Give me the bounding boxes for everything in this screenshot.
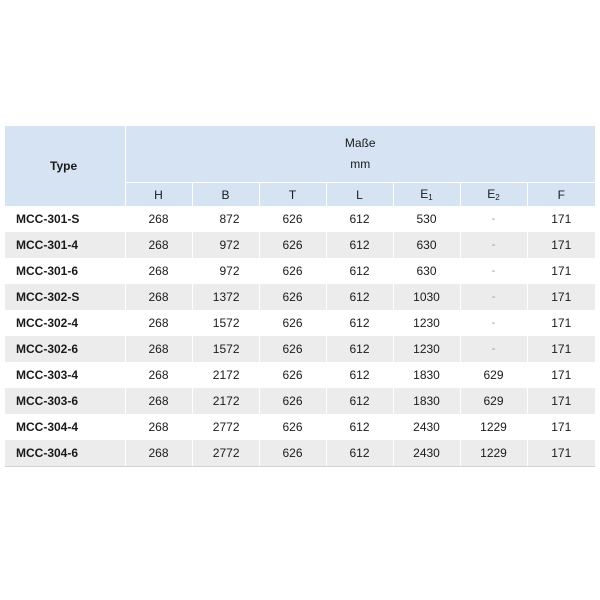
cell-l: 612: [326, 284, 393, 310]
cell-e1: 1030: [393, 284, 460, 310]
cell-type: MCC-301-S: [5, 206, 125, 232]
cell-b: 2772: [192, 414, 259, 440]
cell-h: 268: [125, 284, 192, 310]
cell-t: 626: [259, 388, 326, 414]
cell-h: 268: [125, 440, 192, 467]
cell-t: 626: [259, 310, 326, 336]
cell-h: 268: [125, 362, 192, 388]
dimensions-group-header: [125, 126, 595, 183]
cell-l: 612: [326, 362, 393, 388]
table-row: [5, 310, 595, 336]
cell-f: 171: [527, 362, 595, 388]
column-header-label: B: [221, 187, 230, 202]
cell-b: 1372: [192, 284, 259, 310]
cell-b: 972: [192, 258, 259, 284]
column-header-f: [527, 183, 595, 207]
cell-f: 171: [527, 388, 595, 414]
table-row: [5, 284, 595, 310]
column-header-e2: [460, 183, 527, 207]
cell-b: 872: [192, 206, 259, 232]
cell-b: 2772: [192, 440, 259, 467]
column-header-e1: [393, 183, 460, 207]
column-header-l: [326, 183, 393, 207]
cell-type: MCC-301-4: [5, 232, 125, 258]
cell-f: 171: [527, 284, 595, 310]
cell-l: 612: [326, 206, 393, 232]
cell-f: 171: [527, 336, 595, 362]
cell-type: MCC-303-6: [5, 388, 125, 414]
cell-h: 268: [125, 336, 192, 362]
table-row: [5, 414, 595, 440]
cell-e2: -: [460, 284, 527, 310]
table-row: [5, 388, 595, 414]
column-header-label: F: [557, 187, 565, 202]
cell-e2: 629: [460, 388, 527, 414]
table-body: [5, 206, 595, 467]
cell-e1: 1230: [393, 336, 460, 362]
cell-e2: -: [460, 310, 527, 336]
table-row: [5, 206, 595, 232]
table-row: [5, 258, 595, 284]
cell-type: MCC-302-S: [5, 284, 125, 310]
column-header-label: E: [487, 187, 496, 201]
cell-b: 2172: [192, 388, 259, 414]
cell-t: 626: [259, 258, 326, 284]
cell-e1: 630: [393, 258, 460, 284]
column-header-b: [192, 183, 259, 207]
cell-e2: -: [460, 336, 527, 362]
cell-t: 626: [259, 336, 326, 362]
cell-type: MCC-301-6: [5, 258, 125, 284]
cell-l: 612: [326, 388, 393, 414]
dimensions-table-container: [5, 126, 595, 467]
column-header-label: E: [420, 187, 429, 201]
cell-t: 626: [259, 440, 326, 467]
cell-t: 626: [259, 284, 326, 310]
table-row: [5, 232, 595, 258]
column-header-label: T: [288, 187, 297, 202]
type-column-header: Type: [5, 126, 125, 206]
cell-b: 2172: [192, 362, 259, 388]
column-header-t: [259, 183, 326, 207]
cell-l: 612: [326, 258, 393, 284]
cell-e1: 2430: [393, 440, 460, 467]
cell-t: 626: [259, 362, 326, 388]
cell-type: MCC-304-4: [5, 414, 125, 440]
cell-l: 612: [326, 310, 393, 336]
cell-t: 626: [259, 232, 326, 258]
cell-b: 1572: [192, 336, 259, 362]
cell-e2: -: [460, 206, 527, 232]
cell-e2: 629: [460, 362, 527, 388]
unit-header-label: mm: [350, 157, 371, 171]
cell-l: 612: [326, 232, 393, 258]
cell-type: MCC-304-6: [5, 440, 125, 467]
cell-t: 626: [259, 414, 326, 440]
cell-type: MCC-302-4: [5, 310, 125, 336]
cell-type: MCC-303-4: [5, 362, 125, 388]
cell-f: 171: [527, 232, 595, 258]
column-header-subscript: 1: [428, 193, 433, 202]
cell-h: 268: [125, 258, 192, 284]
dimensions-table: [5, 126, 595, 467]
cell-e1: 1830: [393, 388, 460, 414]
cell-h: 268: [125, 232, 192, 258]
dimensions-header-label: Maße: [344, 136, 376, 150]
cell-b: 1572: [192, 310, 259, 336]
cell-t: 626: [259, 206, 326, 232]
cell-e1: 1230: [393, 310, 460, 336]
cell-f: 171: [527, 310, 595, 336]
cell-f: 171: [527, 206, 595, 232]
table-row: [5, 362, 595, 388]
cell-l: 612: [326, 440, 393, 467]
cell-e1: 630: [393, 232, 460, 258]
cell-type: MCC-302-6: [5, 336, 125, 362]
cell-e2: 1229: [460, 440, 527, 467]
column-header-subscript: 2: [495, 193, 500, 202]
cell-e1: 2430: [393, 414, 460, 440]
cell-b: 972: [192, 232, 259, 258]
cell-f: 171: [527, 414, 595, 440]
column-header-h: [125, 183, 192, 207]
cell-e1: 1830: [393, 362, 460, 388]
table-row: [5, 440, 595, 467]
cell-l: 612: [326, 336, 393, 362]
cell-e2: -: [460, 258, 527, 284]
column-header-label: H: [154, 187, 163, 202]
header-row-main: [5, 126, 595, 183]
cell-h: 268: [125, 310, 192, 336]
cell-e2: 1229: [460, 414, 527, 440]
cell-f: 171: [527, 258, 595, 284]
table-row: [5, 336, 595, 362]
cell-l: 612: [326, 414, 393, 440]
cell-h: 268: [125, 414, 192, 440]
cell-h: 268: [125, 206, 192, 232]
cell-h: 268: [125, 388, 192, 414]
cell-e2: -: [460, 232, 527, 258]
column-header-label: L: [356, 187, 363, 202]
cell-e1: 530: [393, 206, 460, 232]
cell-f: 171: [527, 440, 595, 467]
